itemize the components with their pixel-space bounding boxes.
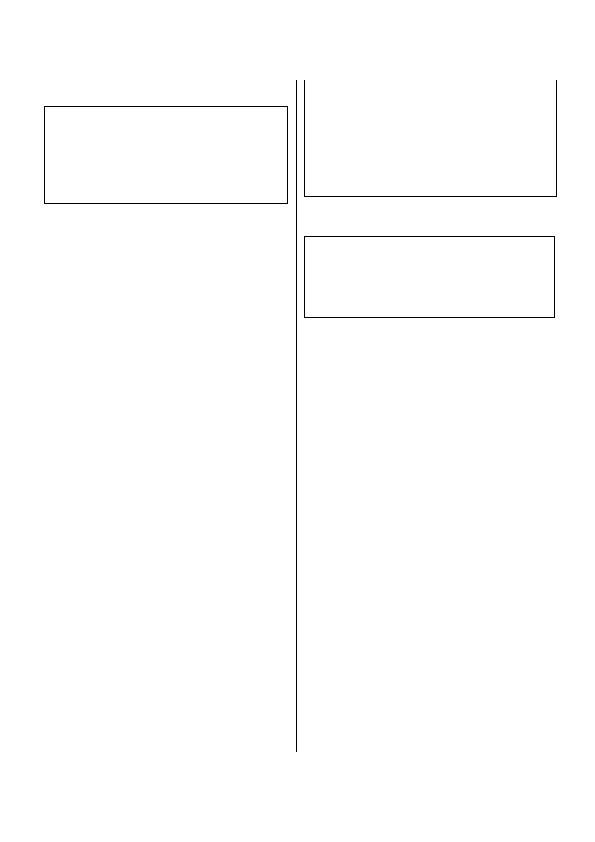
answer-option [316,457,458,463]
box-line [312,144,522,150]
answer-option [316,739,476,745]
answer-option [316,623,420,629]
box-line [311,240,381,246]
answer-option [316,491,482,497]
choice-option [398,343,440,349]
left-paragraph-line [52,384,286,390]
box-line [322,167,352,173]
box-line [322,186,396,192]
answer-option [316,474,446,480]
answer-option [316,606,428,612]
left-paragraph-line [52,318,286,324]
box-line [53,113,145,119]
question-1-box [304,236,555,318]
answer-option [316,589,528,595]
left-paragraph-line [52,212,286,218]
box-line [75,131,117,137]
box-line [318,131,550,137]
left-paragraph-line [44,707,286,713]
left-paragraph-line [44,579,150,585]
left-paragraph-line [44,331,286,337]
left-paragraph-line [44,423,286,429]
left-paragraph-line [44,344,170,350]
answer-option [316,721,488,727]
left-paragraph-line [44,566,286,572]
answer-option [316,572,526,578]
question-stem [332,405,354,411]
left-paragraph-line [52,668,286,674]
column-divider [296,80,297,752]
box-line [312,78,550,84]
answer-option [316,640,556,646]
box-line [311,308,457,314]
left-paragraph-line [44,553,286,559]
answer-option [324,657,354,663]
left-paragraph-line [44,720,286,726]
box-line [311,257,451,263]
left-paragraph-line [44,238,258,244]
page-number [286,792,314,798]
left-paragraph-line [44,410,286,416]
left-info-box [44,106,288,204]
left-paragraph-line [44,449,286,455]
left-paragraph-line [44,284,286,290]
left-paragraph-line [44,436,286,442]
choice-option [316,343,354,349]
question-stem [308,539,556,545]
left-paragraph-line [44,462,286,468]
left-paragraph-line [52,601,286,607]
choice-option [482,326,524,332]
footer-left-text [40,790,222,796]
left-paragraph-line [44,297,60,303]
left-paragraph-line [44,271,286,277]
box-line [75,171,117,177]
left-paragraph-line [44,475,286,481]
box-line [311,275,461,281]
box-line [312,91,376,97]
box-line [311,292,479,298]
left-paragraph-line [44,614,286,620]
question-stem [332,552,404,558]
choice-option [316,326,354,332]
left-paragraph-line [44,694,286,700]
left-paragraph-line [44,733,286,739]
left-paragraph-line [44,397,286,403]
left-heading [44,93,168,99]
question-stem [308,705,528,711]
left-paragraph-line [44,488,286,494]
left-paragraph-line [44,501,54,507]
left-paragraph-line [44,681,286,687]
answer-option [316,440,408,446]
left-paragraph-line [52,258,286,264]
left-paragraph-line [52,540,286,546]
left-paragraph-line [44,627,180,633]
answer-option [316,423,448,429]
box-line [75,151,147,157]
box-line [318,114,330,120]
choice-option [398,326,440,332]
footer-right-mark [548,788,554,796]
question-stem [308,392,554,398]
left-paragraph-line [44,225,286,231]
question-stem [318,222,332,228]
question-stem [308,210,554,216]
